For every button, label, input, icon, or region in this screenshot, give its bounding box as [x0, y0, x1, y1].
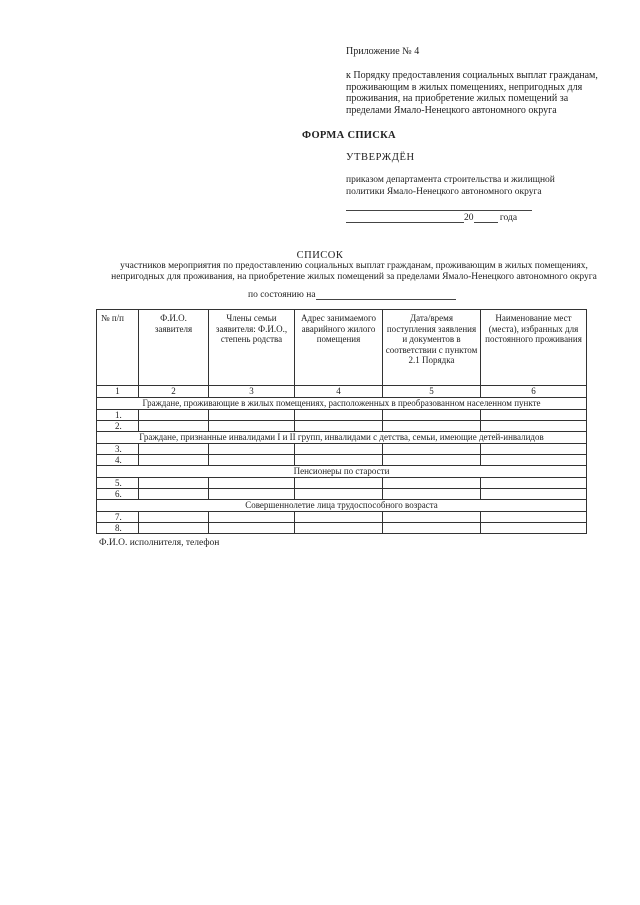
- cell-blank: [383, 444, 481, 455]
- cell-blank: [383, 455, 481, 466]
- section-title: Граждане, признанные инвалидами I и II групп, инвалидами с детства, семьи, имеющие детей-инвалидов: [97, 432, 587, 444]
- row-number: 4.: [97, 455, 139, 466]
- cell-blank: [209, 410, 295, 421]
- approval-date: [346, 213, 586, 223]
- cell-blank: [139, 478, 209, 489]
- cell-blank: [481, 478, 587, 489]
- form-heading: ФОРМА СПИСКА: [302, 130, 396, 141]
- cell-blank: [383, 421, 481, 432]
- cell-blank: [209, 523, 295, 534]
- cell-blank: [139, 444, 209, 455]
- cell-blank: [481, 444, 587, 455]
- section-row: [97, 398, 587, 410]
- row-number: 1.: [97, 410, 139, 421]
- signature-line: [346, 210, 532, 211]
- date-year-prefix: 20: [464, 213, 474, 223]
- col-header-family: Члены семьи заявителя: Ф.И.О., степень родства: [209, 310, 295, 386]
- row-number: 6.: [97, 489, 139, 500]
- column-number: 4: [295, 386, 383, 398]
- cell-blank: [383, 489, 481, 500]
- col-header-date: Дата/время поступления заявления и документов в соответствии с пунктом 2.1 Порядка: [383, 310, 481, 386]
- cell-blank: [481, 523, 587, 534]
- col-header-places: Наименование мест (места), избранных для постоянного проживания: [481, 310, 587, 386]
- cell-blank: [209, 512, 295, 523]
- row-number: 2.: [97, 421, 139, 432]
- date-suffix: года: [499, 213, 518, 223]
- section-title: Совершеннолетие лица трудоспособного возраста: [97, 500, 587, 512]
- list-subtitle: участников мероприятия по предоставлению социальных выплат гражданам, проживающим в жилых помещениях, непригодных для проживания, на приобретение жилых помещений за пределами Ямало-Ненецкого автономного округа: [111, 261, 597, 282]
- cell-blank: [383, 478, 481, 489]
- cell-blank: [139, 523, 209, 534]
- column-number: 3: [209, 386, 295, 398]
- approval-authority: приказом департамента строительства и жилищной политики Ямало-Ненецкого автономного округа: [346, 175, 555, 197]
- as-of-date: [248, 290, 456, 300]
- section-row: [97, 432, 587, 444]
- cell-blank: [139, 489, 209, 500]
- table-row: [97, 421, 587, 432]
- cell-blank: [383, 512, 481, 523]
- approval-stamp: УТВЕРЖДЁН: [346, 152, 415, 163]
- appendix-title: Приложение № 4: [346, 46, 420, 57]
- row-number: 8.: [97, 523, 139, 534]
- section-row: [97, 466, 587, 478]
- section-title: Граждане, проживающие в жилых помещениях, расположенных в преобразованном населенном пункте: [97, 398, 587, 410]
- cell-blank: [209, 421, 295, 432]
- cell-blank: [209, 455, 295, 466]
- row-number: 5.: [97, 478, 139, 489]
- column-number: 6: [481, 386, 587, 398]
- cell-blank: [481, 410, 587, 421]
- cell-blank: [481, 455, 587, 466]
- section-row: [97, 500, 587, 512]
- as-of-blank: [316, 290, 456, 300]
- row-number: 7.: [97, 512, 139, 523]
- cell-blank: [295, 444, 383, 455]
- row-number: 3.: [97, 444, 139, 455]
- table-row: [97, 489, 587, 500]
- cell-blank: [209, 478, 295, 489]
- cell-blank: [295, 489, 383, 500]
- column-number: 5: [383, 386, 481, 398]
- cell-blank: [139, 410, 209, 421]
- header-row: [97, 310, 587, 386]
- table-row: [97, 512, 587, 523]
- participants-table: [96, 309, 587, 534]
- cell-blank: [383, 410, 481, 421]
- column-number: 2: [139, 386, 209, 398]
- cell-blank: [295, 455, 383, 466]
- table-row: [97, 444, 587, 455]
- cell-blank: [481, 512, 587, 523]
- column-numbers-row: [97, 386, 587, 398]
- cell-blank: [383, 523, 481, 534]
- col-header-number: № п/п: [97, 310, 139, 386]
- cell-blank: [139, 455, 209, 466]
- col-header-applicant: Ф.И.О. заявителя: [139, 310, 209, 386]
- cell-blank: [295, 410, 383, 421]
- appendix-reference: к Порядку предоставления социальных выплат гражданам, проживающим в жилых помещениях, непригодных для проживания, на приобретение жилых помещений за пределами Ямало-Ненецкого автономного округа: [346, 70, 598, 116]
- column-number: 1: [97, 386, 139, 398]
- cell-blank: [295, 421, 383, 432]
- cell-blank: [295, 512, 383, 523]
- section-title: Пенсионеры по старости: [97, 466, 587, 478]
- executor-line: Ф.И.О. исполнителя, телефон: [99, 538, 220, 548]
- table-row: [97, 523, 587, 534]
- date-year-blank: [474, 213, 498, 223]
- list-title: СПИСОК: [296, 250, 344, 261]
- cell-blank: [295, 523, 383, 534]
- cell-blank: [481, 421, 587, 432]
- table-row: [97, 478, 587, 489]
- col-header-address: Адрес занимаемого аварийного жилого помещения: [295, 310, 383, 386]
- cell-blank: [295, 478, 383, 489]
- cell-blank: [139, 421, 209, 432]
- cell-blank: [209, 489, 295, 500]
- cell-blank: [139, 512, 209, 523]
- cell-blank: [481, 489, 587, 500]
- table-row: [97, 455, 587, 466]
- table-row: [97, 410, 587, 421]
- date-day-month-blank: [346, 213, 464, 223]
- cell-blank: [209, 444, 295, 455]
- as-of-label: по состоянию на: [248, 290, 316, 300]
